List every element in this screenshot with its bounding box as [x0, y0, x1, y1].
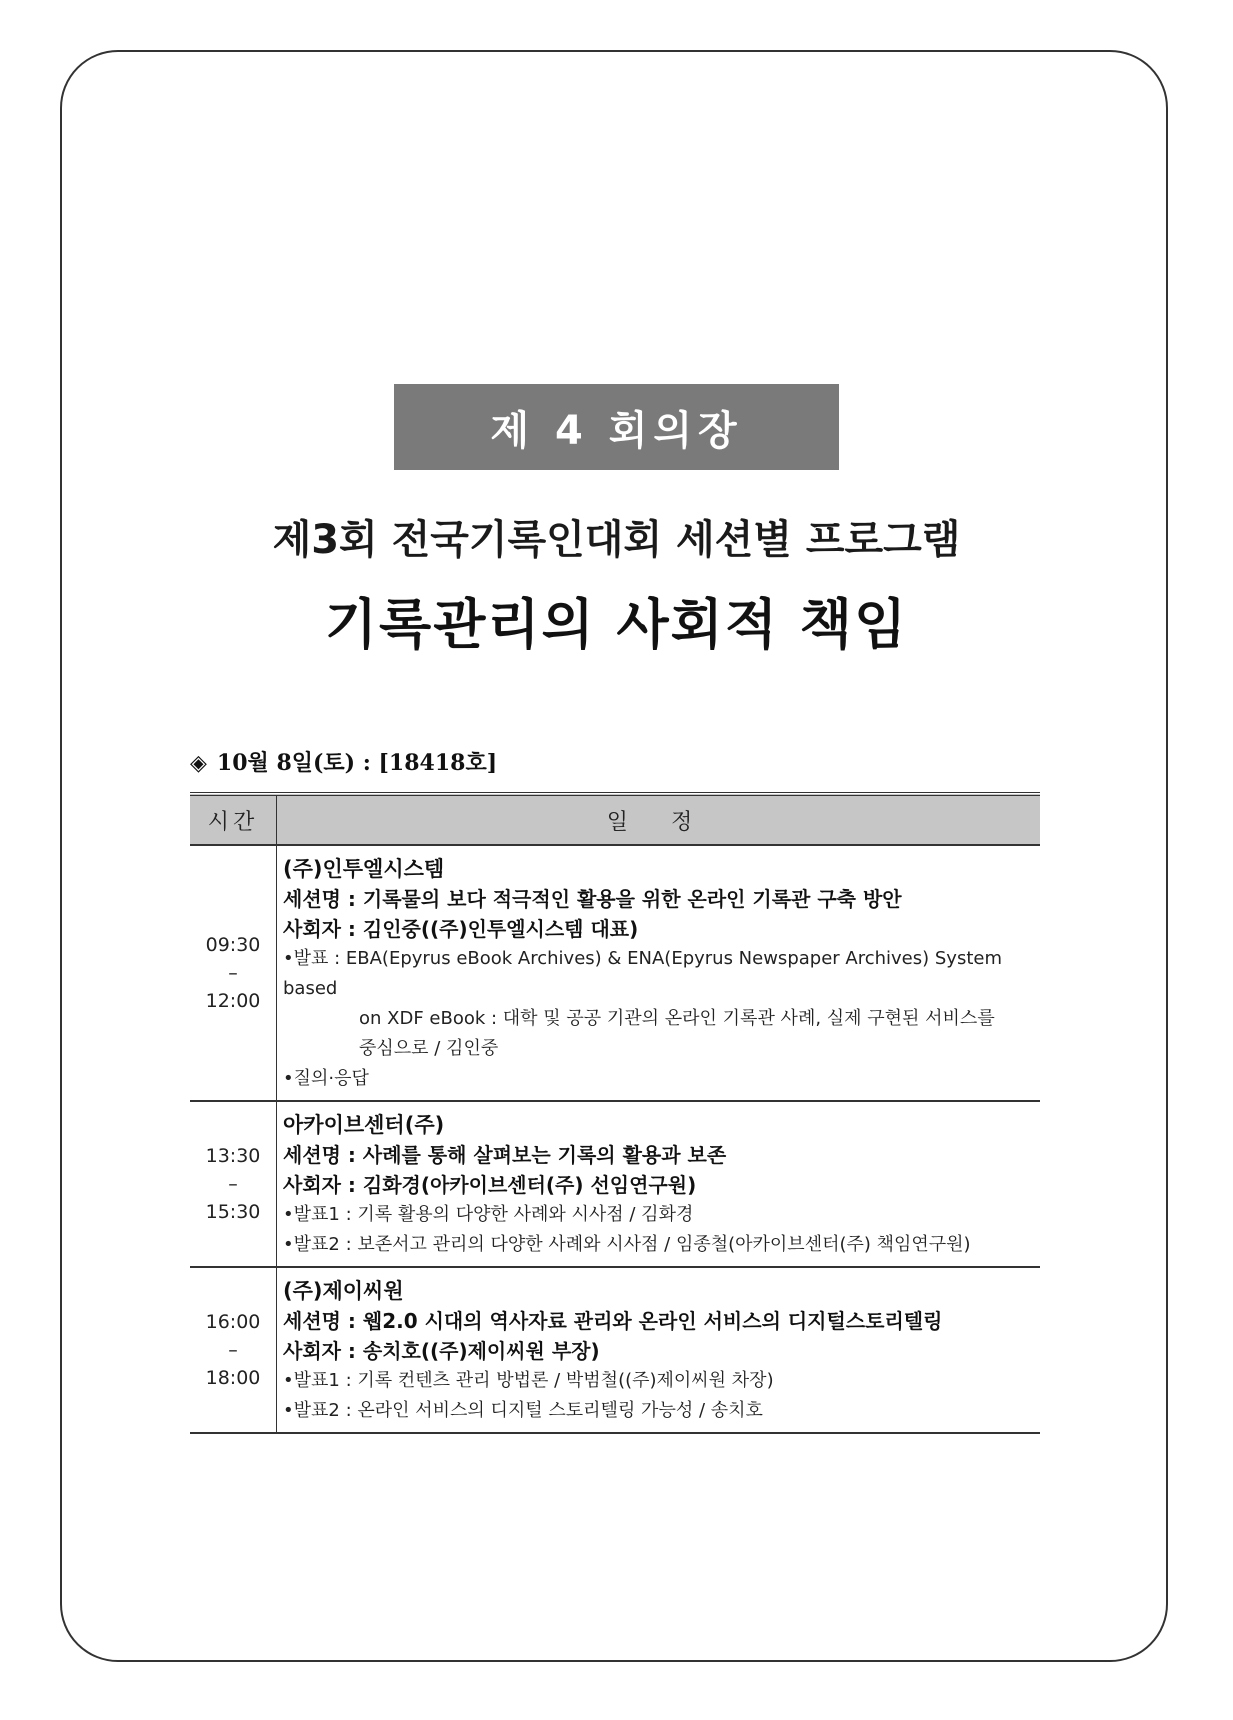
presentation-item: •발표1 : 기록 컨텐츠 관리 방법론 / 박범철((주)제이씨원 차장) — [283, 1370, 774, 1391]
table-row — [190, 1267, 1040, 1433]
time-end: 18:00 — [205, 1367, 261, 1389]
time-separator: – — [228, 1173, 238, 1195]
time-separator: – — [228, 962, 238, 984]
presentation-item: •발표2 : 온라인 서비스의 디지털 스토리텔링 가능성 / 송치호 — [283, 1400, 763, 1421]
date-text: 10월 8일(토) : [18418호] — [216, 750, 498, 776]
table-header-row — [190, 794, 1040, 845]
host: 사회자 : 김화경(아카이브센터(주) 선임연구원) — [283, 1173, 697, 1197]
presentation-item: •발표2 : 보존서고 관리의 다양한 사례와 시사점 / 임종철(아카이브센터(주) 책임연구원) — [283, 1234, 971, 1255]
time-cell — [190, 1267, 277, 1433]
organization: 아카이브센터(주) — [283, 1113, 445, 1137]
venue-banner: 제 4 회의장 — [394, 384, 839, 470]
schedule-table — [190, 792, 1040, 1434]
program-title: 제3회 전국기록인대회 세션별 프로그램 — [272, 517, 961, 563]
time-separator: – — [228, 1339, 238, 1361]
time-end: 15:30 — [205, 1201, 261, 1223]
presentation-continuation: on XDF eBook : 대학 및 공공 기관의 온라인 기록관 사례, 실제 구현된 서비스를 — [359, 1008, 995, 1029]
schedule-cell — [277, 845, 1041, 1101]
time-start: 13:30 — [205, 1145, 261, 1167]
diamond-icon: ◈ — [190, 750, 207, 776]
time-start: 16:00 — [205, 1311, 261, 1333]
host: 사회자 : 김인중((주)인투엘시스템 대표) — [283, 917, 639, 941]
time-end: 12:00 — [205, 990, 261, 1012]
schedule-cell — [277, 1267, 1041, 1433]
presentation-item: •발표1 : 기록 활용의 다양한 사례와 시사점 / 김화경 — [283, 1204, 694, 1225]
schedule-cell — [277, 1101, 1041, 1267]
presentation-continuation: 중심으로 / 김인중 — [359, 1038, 499, 1059]
time-cell — [190, 845, 277, 1101]
table-row — [190, 845, 1040, 1101]
organization: (주)제이씨원 — [283, 1279, 404, 1303]
session-name: 세션명 : 사례를 통해 살펴보는 기록의 활용과 보존 — [283, 1143, 727, 1167]
organization: (주)인투엘시스템 — [283, 857, 445, 881]
session-name: 세션명 : 웹2.0 시대의 역사자료 관리와 온라인 서비스의 디지털스토리텔링 — [283, 1309, 943, 1333]
presentation-item: •발표 : EBA(Epyrus eBook Archives) & ENA(Epyrus Newspaper Archives) System based — [283, 948, 1002, 999]
header-time: 시간 — [190, 794, 277, 845]
host: 사회자 : 송치호((주)제이씨원 부장) — [283, 1339, 600, 1363]
session-title: 기록관리의 사회적 책임 — [324, 593, 909, 656]
time-start: 09:30 — [205, 934, 261, 956]
date-line — [190, 746, 497, 777]
time-cell — [190, 1101, 277, 1267]
table-row — [190, 1101, 1040, 1267]
qa-item: •질의·응답 — [283, 1068, 369, 1089]
header-schedule: 일 정 — [277, 794, 1041, 845]
session-name: 세션명 : 기록물의 보다 적극적인 활용을 위한 온라인 기록관 구축 방안 — [283, 887, 902, 911]
